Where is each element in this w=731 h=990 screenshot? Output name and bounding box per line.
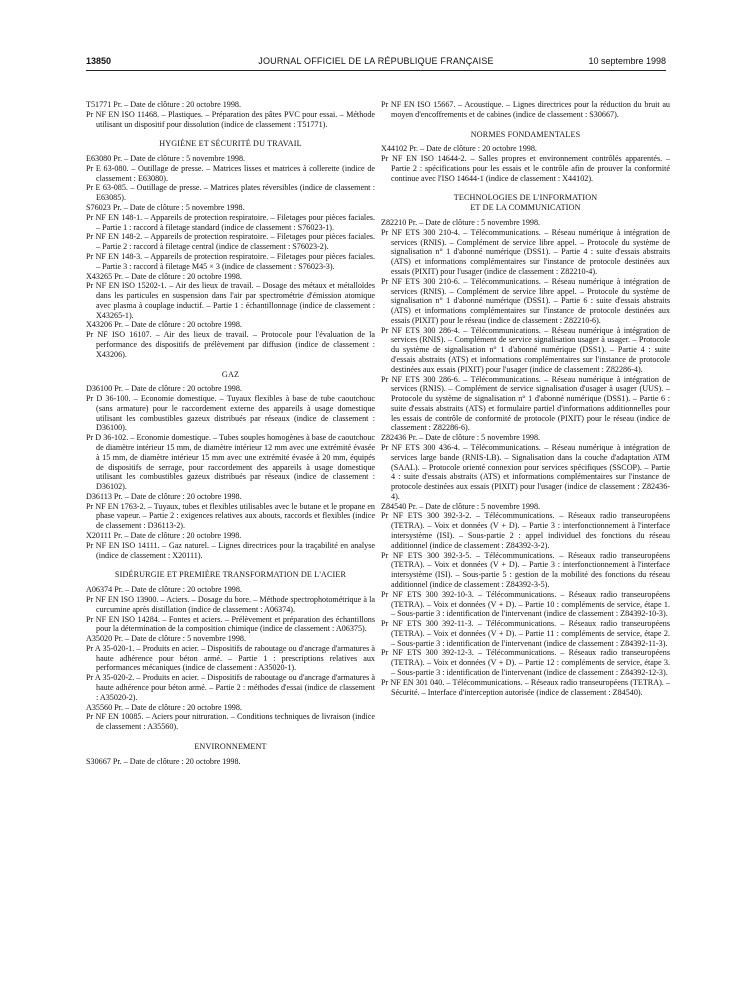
section-heading: ENVIRONNEMENT <box>194 741 267 751</box>
standard-entry: Pr NF EN ISO 15667. – Acoustique. – Lignes directrices pour la réduction du bruit au moyen d'encoffrements et de cabines (indice de classement : S30667). <box>381 100 670 119</box>
standard-entry: T51771 Pr. – Date de clôture : 20 octobre 1998. <box>86 100 242 109</box>
standard-entry: A35560 Pr. – Date de clôture : 20 octobre 1998. <box>86 702 242 712</box>
left-column <box>86 100 375 766</box>
standard-entry: Pr NF ETS 300 392-3-5. – Télécommunications. – Réseaux radio transeuropéens (TETRA). – Voix et données (V + D). – Partie 3 : interfonctionnement à l'interface intersystème (ISI). – Sous-partie 5 : gestion de la mobilité des fonctions du réseau additionnel (indice de classement : Z84392-3-5). <box>381 550 670 589</box>
standard-entry: Pr NF EN 148-2. – Appareils de protection respiratoire. – Filetages pour pièces faciales. – Partie 2 : raccord à filetage central (indice de classement : S76023-2). <box>86 232 375 252</box>
standard-entry: Pr NF ETS 300 392-3-2. – Télécommunications. – Réseaux radio transeuropéens (TETRA). – Voix et données (V + D). – Partie 3 : interfonctionnement à l'interface intersystème (ISI). – Sous-partie 2 : appel individuel des fonctions du réseau additionnel (indice de classement : Z84392-3-2). <box>381 511 670 550</box>
standard-entry: Pr NF ETS 300 436-4. – Télécommunications. – Réseau numérique à intégration de services large bande (RNIS-LB). – Signalisation dans la couche d'adaptation ATM (SAAL). – Protocole orienté connexion pour services spécifiques (SSCOP). – Partie 4 : suite d'essais abstraits (ATS) et informations complémentaires sur l'instance de protocole destinées aux essais (PIXIT) pour l'usager (indice de classement : Z82436-4). <box>381 443 670 501</box>
standard-entry: E63080 Pr. – Date de clôture : 5 novembre 1998. <box>86 154 246 164</box>
standard-entry: Pr A 35-020-1. – Produits en acier. – Dispositifs de raboutage ou d'ancrage d'armatures à haute adhérence pour béton armé. – Partie 1 : prescriptions relatives aux performances mécaniques (indice de classement : A35020-1). <box>86 643 375 673</box>
standard-entry: Pr NF ETS 300 392-10-3. – Télécommunications. – Réseaux radio transeuropéens (TETRA). – Voix et données (V + D). – Partie 10 : compléments de service, étape 1. – Sous-partie 3 : identification de l'intervenant (indice de classement : Z84392-10-3). <box>381 589 670 619</box>
standard-entry: Pr NF ETS 300 286-6. – Télécommunications. – Réseau numérique à intégration de services (RNIS). – Complément de service signalisation d'usager à usager (UUS). – Protocole du système de signalisation n° 1 d'abonné numérique (DSS1). – Partie 6 : suite d'essais abstraits (ATS) et formulaire partiel d'informations additionnelles pour les essais de contrôle de conformité de protocole (PIXIT) pour le réseau (indice de classement : Z82286-6). <box>381 374 670 433</box>
section-spacer <box>86 560 375 565</box>
standard-entry: X44102 Pr. – Date de clôture : 20 octobre 1998. <box>381 144 537 154</box>
standard-entry: Pr A 35-020-2. – Produits en acier. – Dispositifs de raboutage ou d'ancrage d'armatures à haute adhérence pour béton armé. – Partie 2 : méthodes d'essai (indice de classement : A35020-2). <box>86 673 375 702</box>
standard-entry: Pr E 63-080. – Outillage de presse. – Matrices lisses et matrices à collerette (indice de classement : E63080). <box>86 163 375 183</box>
section-spacer <box>86 129 375 134</box>
section-heading: HYGIÈNE ET SÉCURITÉ DU TRAVAIL <box>159 139 302 149</box>
standard-entry: A06374 Pr. – Date de clôture : 20 octobre 1998. <box>86 585 242 595</box>
standard-entry: Pr NF ETS 300 210-4. – Télécommunications. – Réseau numérique à intégration de services (RNIS). – Complément de service libre appel. – Protocole du système de signalisation n° 1 d'abonné numérique (DSS1). – Partie 4 : suite d'essais abstraits (ATS) et informations complémentaires sur l'instance de protocole destinées aux essais (PIXIT) pour l'usager (indice de classement : Z82210-4). <box>381 227 670 276</box>
standard-entry: Pr NF EN 301 040. – Télécommunications. – Réseaux radio transeuropéens (TETRA). – Sécurité. – Interface d'interception autorisée (indice de classement : Z84540). <box>381 677 670 697</box>
standard-entry: Pr NF EN ISO 15202-1. – Air des lieux de travail. – Dosage des métaux et métalloïdes dans les particules en suspension dans l'air par spectrométrie d'émission atomique avec plasma à couplage inductif. – Partie 1 : échantillonnage (indice de classement : X43265-1). <box>86 281 375 320</box>
standard-entry: Z82210 Pr. – Date de clôture : 5 novembre 1998. <box>381 218 541 228</box>
section-heading: TECHNOLOGIES DE L'INFORMATION ET DE LA COMMUNICATION <box>453 193 598 213</box>
standard-entry: X43206 Pr. – Date de clôture : 20 octobre 1998. <box>86 320 242 330</box>
section-heading: NORMES FONDAMENTALES <box>470 129 581 139</box>
standard-entry: S76023 Pr. – Date de clôture : 5 novembre 1998. <box>86 203 245 213</box>
journal-title: JOURNAL OFFICIEL DE LA RÉPUBLIQUE FRANÇAISE <box>258 56 494 66</box>
standard-entry: Pr NF EN 148-1. – Appareils de protection respiratoire. – Filetages pour pièces faciales. – Partie 1 : raccord à filetage standard (indice de classement : S76023-1). <box>86 212 375 232</box>
standard-entry: Z82436 Pr. – Date de clôture : 5 novembre 1998. <box>381 433 541 443</box>
standard-entry: D36100 Pr. – Date de clôture : 20 octobre 1998. <box>86 384 242 394</box>
standard-entry: Pr NF EN ISO 14284. – Fontes et aciers. – Prélèvement et préparation des échantillons pour la détermination de la composition chimique (indice de classement : A06375). <box>86 614 375 634</box>
standard-entry: Pr NF EN 10085. – Aciers pour nitruration. – Conditions techniques de livraison (indice de classement : A35560). <box>86 712 375 732</box>
right-column <box>381 100 670 697</box>
standard-entry: Pr NF EN ISO 13900. – Aciers. – Dosage du bore. – Méthode spectrophotométrique à la curcumine après distillation (indice de classement : A06374). <box>86 594 375 614</box>
section-heading: SIDÉRURGIE ET PREMIÈRE TRANSFORMATION DE L'ACIER <box>114 570 347 580</box>
section-heading: GAZ <box>221 369 240 379</box>
standard-entry: Pr NF ETS 300 392-12-3. – Télécommunications. – Réseaux radio transeuropéens (TETRA). – Voix et données (V + D). – Partie 12 : compléments de service, étape 3. – Sous-partie 3 : identification de l'intervenant (indice de classement : Z84392-12-3). <box>381 648 670 677</box>
page-header <box>86 54 666 71</box>
standard-entry: Pr NF ETS 300 286-4. – Télécommunications. – Réseau numérique à intégration de services (RNIS). – Complément de service signalisation usager à usager. – Protocole du système de signalisation n° 1 d'abonné numérique (DSS1). – Partie 4 : suite d'essais abstraits (ATS) et informations complémentaires sur l'instance de protocole destinées aux essais (PIXIT) pour l'usager (indice de classement : Z82286-4). <box>381 325 670 374</box>
standard-entry: Pr NF ISO 16107. – Air des lieux de travail. – Protocole pour l'évaluation de la performance des dispositifs de prélèvement par diffusion (indice de classement : X43206). <box>86 330 375 359</box>
standard-entry: Pr E 63-085. – Outillage de presse. – Matrices plates réversibles (indice de classement : E63085). <box>86 183 375 203</box>
standard-entry: Pr NF EN 148-3. – Appareils de protection respiratoire. – Filetages pour pièces faciales. – Partie 3 : raccord à filetage M45 × 3 (indice de classement : S76023-3). <box>86 251 375 271</box>
standard-entry: A35020 Pr. – Date de clôture : 5 novembre 1998. <box>86 634 246 644</box>
page-number: 13850 <box>86 56 112 66</box>
section-spacer <box>381 120 670 125</box>
standard-entry: Pr NF EN 1763-2. – Tuyaux, tubes et flexibles utilisables avec le butane et le propane en phase vapeur. – Partie 2 : exigences relatives aux abouts, raccords et flexibles (indice de classement : D36113-2). <box>86 501 375 531</box>
standard-entry: Pr D 36-102. – Economie domestique. – Tubes souples homogènes à base de caoutchouc de diamètre intérieur 15 mm, de diamètre intérieur 12 mm avec une extrémité évasée à 15 mm, de diamètre intérieur 15 mm avec une extrémité évasée à 20 mm, équipés de dispositifs de serrage, pour raccordement des appareils à usage domestique utilisant les combustibles gazeux distribués par réseaux (indice de classement : D36102). <box>86 433 375 492</box>
standard-entry: Z84540 Pr. – Date de clôture : 5 novembre 1998. <box>381 501 541 511</box>
standard-entry: Pr NF EN ISO 11468. – Plastiques. – Préparation des pâtes PVC pour essai. – Méthode utilisant un dispositif pour dissolution (indice de classement : T51771). <box>86 109 375 129</box>
standard-entry: Pr NF EN ISO 14111. – Gaz naturel. – Lignes directrices pour la traçabilité en analyse (indice de classement : X20111). <box>86 540 375 560</box>
standard-entry: X20111 Pr. – Date de clôture : 20 octobre 1998. <box>86 531 242 541</box>
section-spacer <box>86 732 375 737</box>
standard-entry: Pr NF ETS 300 210-6. – Télécommunications. – Réseau numérique à intégration de services (RNIS). – Complément de service libre appel. – Protocole du système de signalisation n° 1 d'abonné numérique (DSS1). – Partie 6 : suite d'essais abstraits (ATS) et informations complémentaires sur l'instance de protocole destinées aux essais (PIXIT) pour le réseau (indice de classement : Z82210-6). <box>381 276 670 325</box>
section-spacer <box>381 183 670 188</box>
standard-entry: Pr D 36-100. – Economie domestique. – Tuyaux flexibles à base de tube caoutchouc (sans armature) pour le raccordement externe des appareils à usage domestique utilisant les combustibles gazeux distribués par réseaux (indice de classement : D36100). <box>86 394 375 433</box>
standard-entry: Pr NF EN ISO 14644-2. – Salles propres et environnement contrôlés apparentés. – Partie 2 : spécifications pour les essais et le contrôle afin de prouver la conformité continue avec l'ISO 14644-1 (indice de classement : X44102). <box>381 154 670 183</box>
standard-entry: Pr NF ETS 300 392-11-3. – Télécommunications. – Réseaux radio transeuropéens (TETRA). – Voix et données (V + D). – Partie 11 : compléments de service, étape 2. – Sous-partie 3 : identification de l'intervenant (indice de classement : Z84392-11-3). <box>381 619 670 648</box>
issue-date: 10 septembre 1998 <box>588 56 666 66</box>
standard-entry: S30667 Pr. – Date de clôture : 20 octobre 1998. <box>86 756 241 766</box>
standard-entry: X43265 Pr. – Date de clôture : 20 octobre 1998. <box>86 271 242 281</box>
standard-entry: D36113 Pr. – Date de clôture : 20 octobre 1998. <box>86 491 242 501</box>
section-spacer <box>86 360 375 365</box>
